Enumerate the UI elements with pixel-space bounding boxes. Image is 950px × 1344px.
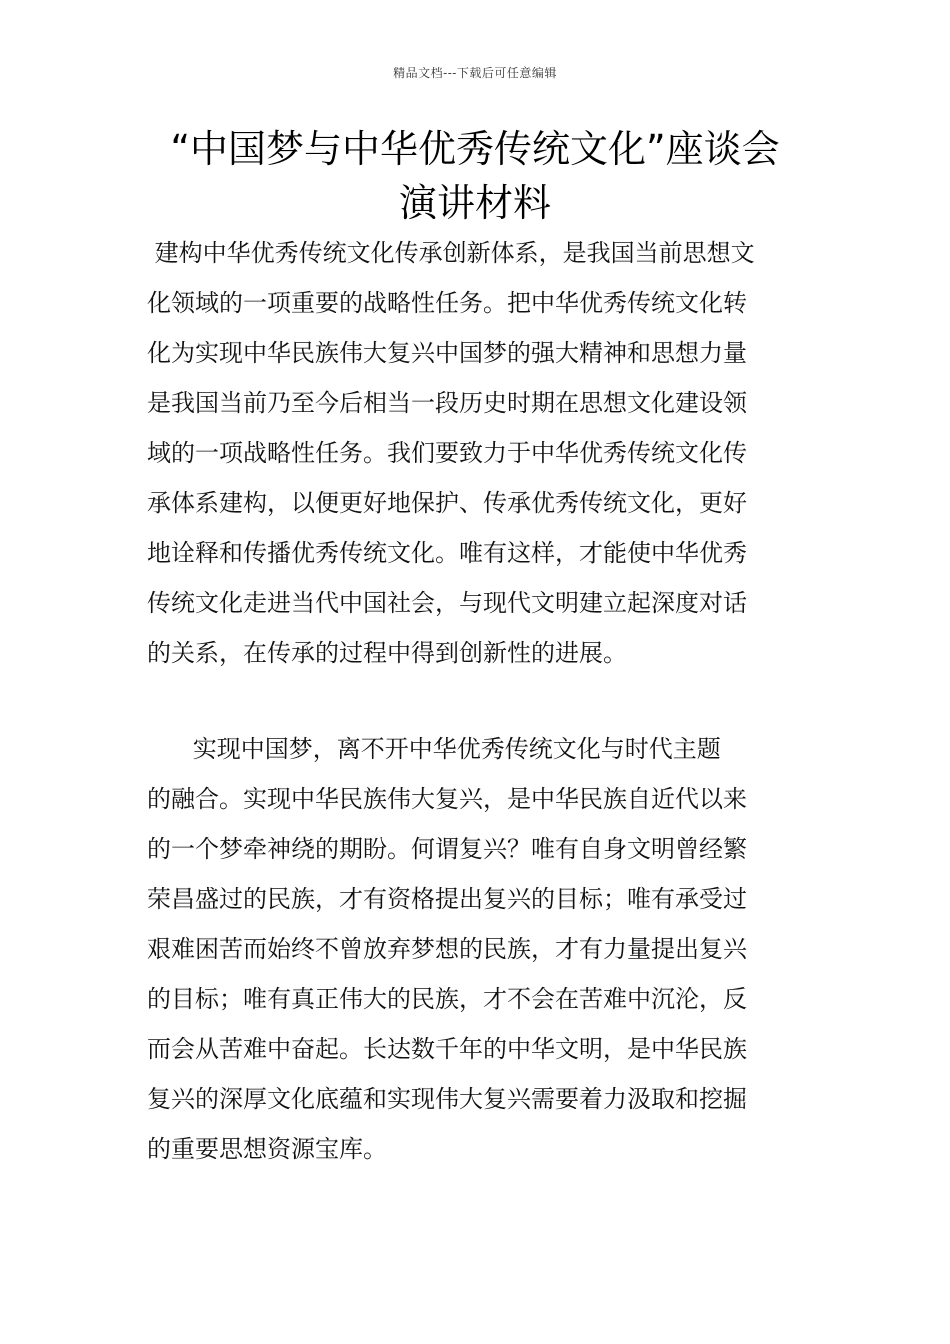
page-header: 精品文档---下载后可任意编辑: [393, 66, 557, 80]
paragraph-line: 化为实现中华民族伟大复兴中国梦的强大精神和思想力量: [147, 339, 747, 367]
paragraph-line: 的目标；唯有真正伟大的民族，才不会在苦难中沉沦，反: [147, 985, 747, 1013]
paragraph-line: 建构中华优秀传统文化传承创新体系，是我国当前思想文: [147, 239, 755, 267]
paragraph-line: 的关系，在传承的过程中得到创新性的进展。: [147, 639, 627, 667]
paragraph-line: 承体系建构，以便更好地保护、传承优秀传统文化，更好: [147, 489, 747, 517]
paragraph-line: 的一个梦牵神绕的期盼。何谓复兴？唯有自身文明曾经繁: [147, 835, 747, 863]
title-line-2: 演讲材料: [398, 181, 551, 225]
paragraph-line: 而会从苦难中奋起。长达数千年的中华文明，是中华民族: [147, 1035, 747, 1063]
paragraph-2: [147, 724, 807, 1174]
paragraph-line: 的重要思想资源宝库。: [147, 1135, 387, 1163]
paragraph-line: 传统文化走进当代中国社会，与现代文明建立起深度对话: [147, 589, 747, 617]
document-title: [140, 122, 810, 230]
paragraph-1: [147, 228, 807, 678]
paragraph-line: 域的一项战略性任务。我们要致力于中华优秀传统文化传: [147, 439, 747, 467]
paragraph-line: 化领域的一项重要的战略性任务。把中华优秀传统文化转: [147, 289, 747, 317]
paragraph-line: 艰难困苦而始终不曾放弃梦想的民族，才有力量提出复兴: [147, 935, 747, 963]
paragraph-line: 荣昌盛过的民族，才有资格提出复兴的目标；唯有承受过: [147, 885, 747, 913]
title-line-1: “中国梦与中华优秀传统文化”座谈会: [170, 127, 780, 171]
paragraph-line: 是我国当前乃至今后相当一段历史时期在思想文化建设领: [147, 389, 747, 417]
paragraph-line: 实现中国梦，离不开中华优秀传统文化与时代主题: [147, 735, 721, 763]
paragraph-line: 复兴的深厚文化底蕴和实现伟大复兴需要着力汲取和挖掘: [147, 1085, 747, 1113]
paragraph-line: 地诠释和传播优秀传统文化。唯有这样，才能使中华优秀: [147, 539, 747, 567]
paragraph-line: 的融合。实现中华民族伟大复兴，是中华民族自近代以来: [147, 785, 747, 813]
